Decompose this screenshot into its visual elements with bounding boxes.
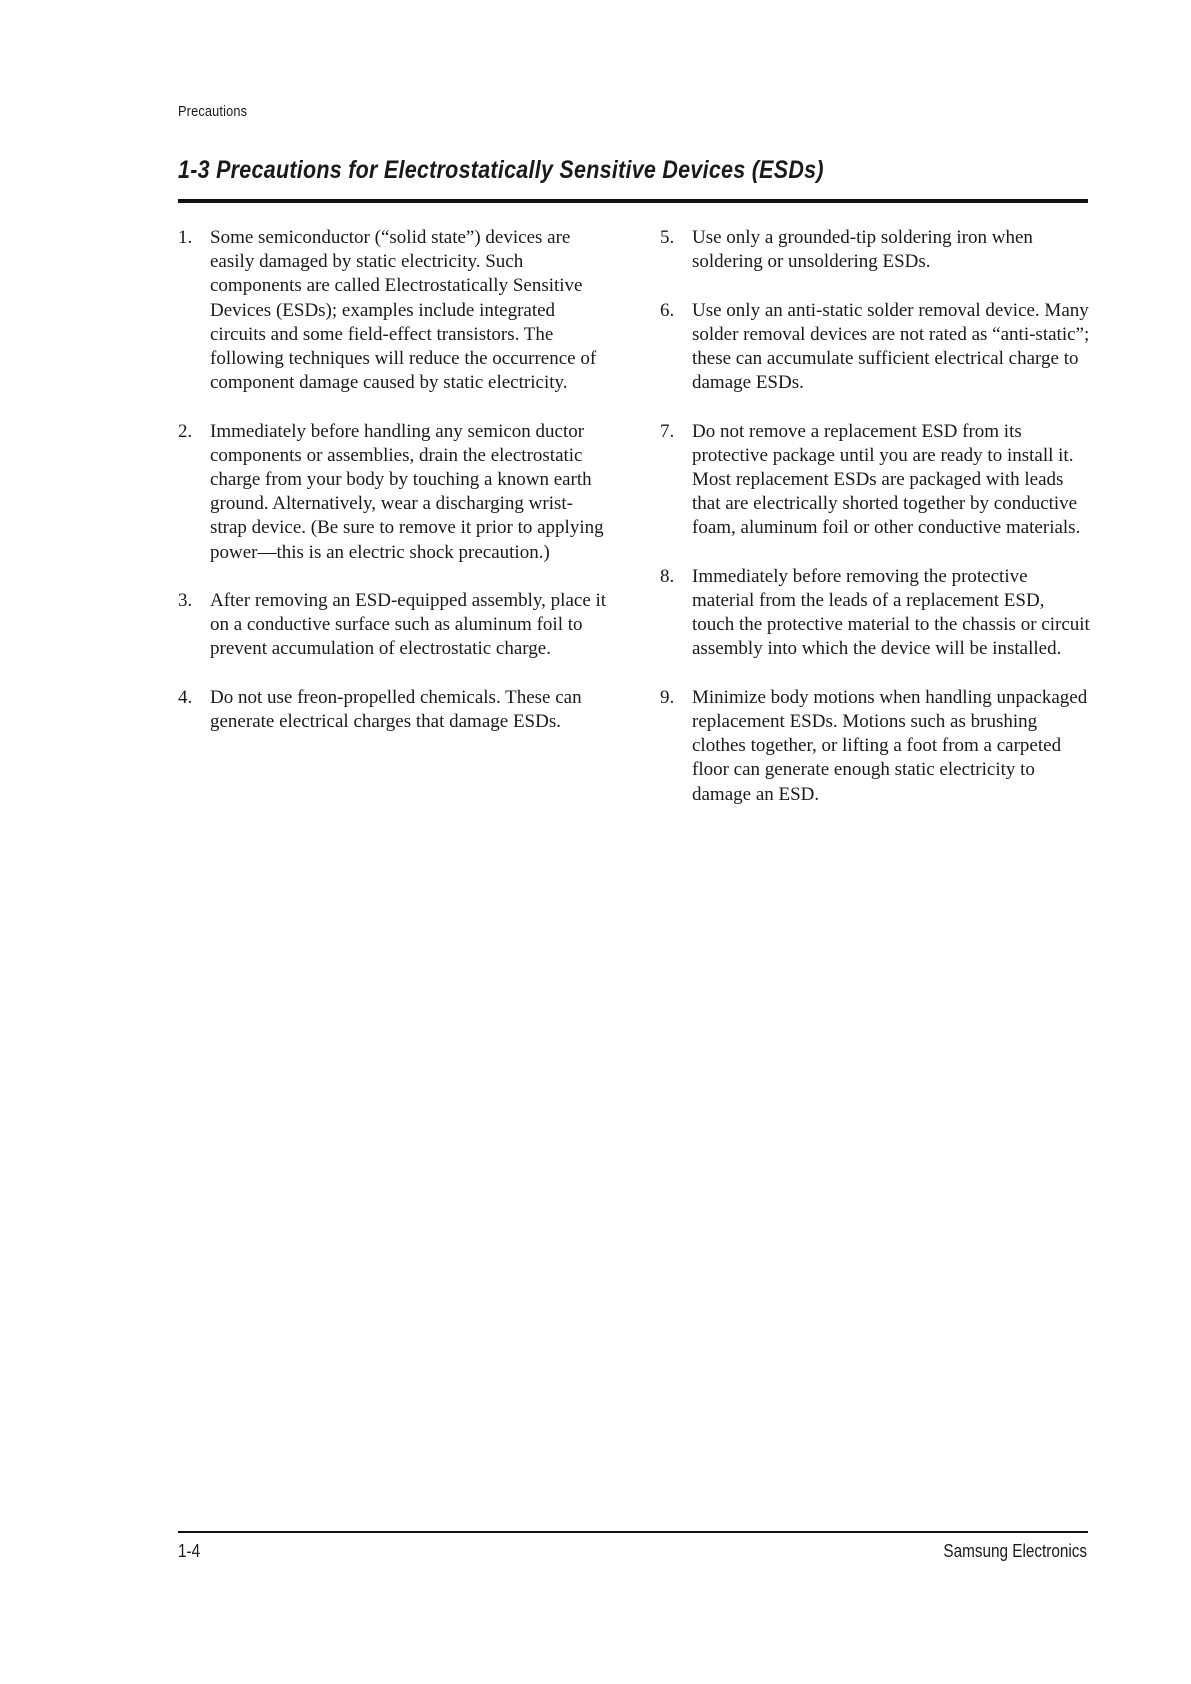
list-item [178, 420, 608, 565]
item-text: Minimize body motions when handling unpackaged replacement ESDs. Motions such as brushing clothes together, or lifting a foot from a carpeted floor can generate enough static electricity to damage an ESD. [692, 686, 1088, 805]
item-text: Use only a grounded-tip soldering iron when soldering or unsoldering ESDs. [692, 227, 1033, 273]
list-item [178, 589, 608, 662]
item-number: 4. [178, 686, 193, 708]
item-text: Do not remove a replacement ESD from its protective package until you are ready to install it. Most replacement ESDs are packaged with leads that are electrically shorted together by conductive foam, aluminum foil or other conductive materials. [692, 420, 1081, 539]
section-title: 1-3 Precautions for Electrostatically Sensitive Devices (ESDs) [178, 156, 824, 184]
footer-page-number: 1-4 [178, 1541, 201, 1561]
item-number: 7. [660, 420, 675, 442]
item-number: 6. [660, 299, 675, 321]
item-text: Immediately before removing the protective material from the leads of a replacement ESD, touch the protective material to the chassis or circuit assembly into which the device will be installed. [692, 565, 1090, 660]
list-item [178, 226, 608, 395]
list-item [660, 420, 1090, 541]
item-text: Use only an anti-static solder removal device. Many solder removal devices are not rated as “anti-static”; these can accumulate sufficient electrical charge to damage ESDs. [692, 299, 1090, 394]
precautions-list-left [178, 226, 608, 758]
item-text: Immediately before handling any semicon ductor components or assemblies, drain the electrostatic charge from your body by touching a known earth ground. Alternatively, wear a discharging wrist-strap device. (Be sure to remove it prior to applying power—this is an electric shock precaution.) [210, 420, 604, 563]
item-number: 2. [178, 420, 193, 442]
item-text: After removing an ESD-equipped assembly, place it on a conductive surface such as aluminum foil to prevent accumulation of electrostatic charge. [210, 590, 607, 660]
item-number: 3. [178, 590, 193, 612]
footer-rule [178, 1531, 1088, 1533]
item-text: Some semiconductor (“solid state”) devices are easily damaged by static electricity. Such components are called Electrostatically Sensitive Devices (ESDs); examples include integrated circuits and some field-effect transistors. The following techniques will reduce the occurrence of component damage caused by static electricity. [210, 227, 597, 394]
list-item [660, 686, 1090, 807]
item-number: 5. [660, 227, 675, 248]
running-head: Precautions [178, 103, 248, 120]
list-item [660, 565, 1090, 662]
item-number: 8. [660, 565, 675, 587]
precautions-list-right [660, 226, 1090, 831]
footer-company: Samsung Electronics [943, 1541, 1087, 1561]
list-item [660, 299, 1090, 396]
item-number: 1. [178, 227, 193, 248]
list-item [660, 226, 1090, 274]
list-item [178, 686, 608, 734]
item-number: 9. [660, 686, 675, 708]
title-rule [178, 199, 1088, 203]
item-text: Do not use freon-propelled chemicals. These can generate electrical charges that damage ESDs. [210, 686, 582, 733]
